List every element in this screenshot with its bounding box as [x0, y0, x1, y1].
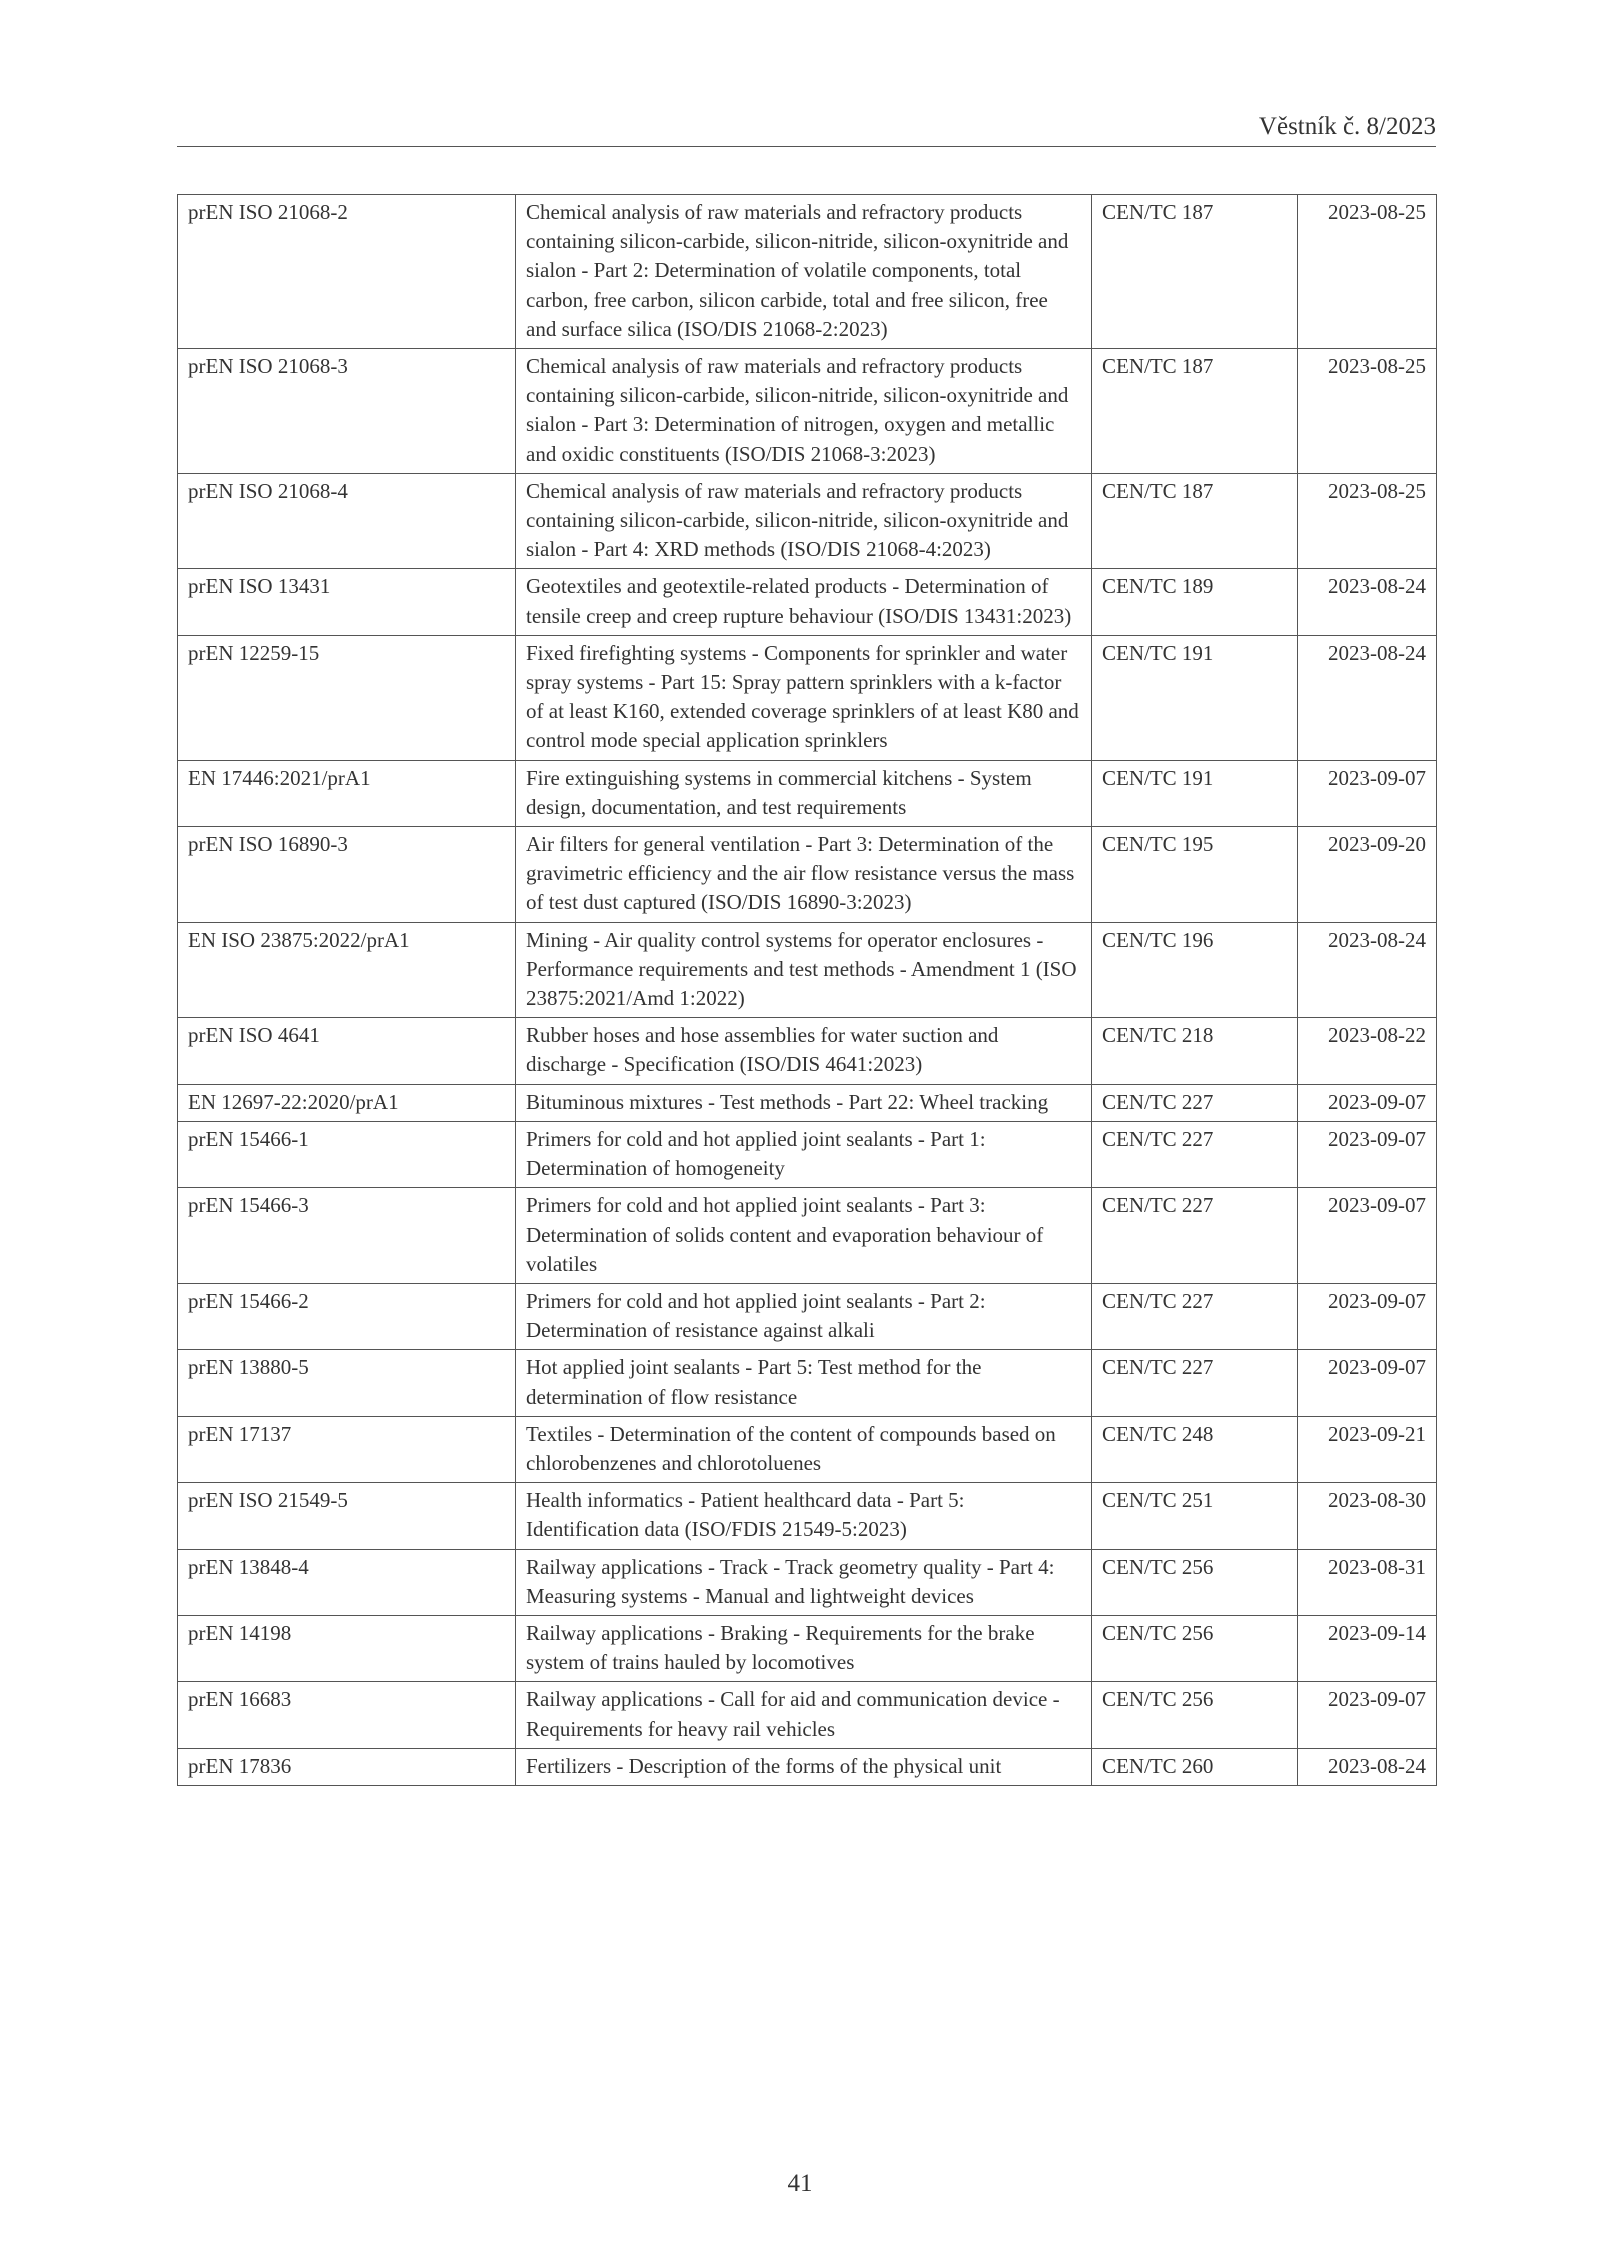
- standard-code-cell: prEN 13880-5: [178, 1350, 516, 1416]
- standards-table: [177, 194, 1437, 1786]
- standard-code-cell: prEN ISO 4641: [178, 1018, 516, 1084]
- deadline-date-cell: 2023-08-24: [1298, 1748, 1437, 1785]
- page-number: 41: [787, 2170, 813, 2197]
- table-row: [178, 1748, 1437, 1785]
- standard-title-cell: Railway applications - Braking - Requirements for the brake system of trains hauled by locomotives: [516, 1615, 1092, 1681]
- deadline-date-cell: 2023-08-24: [1298, 922, 1437, 1018]
- deadline-date-cell: 2023-09-07: [1298, 1084, 1437, 1121]
- standard-code-cell: prEN 15466-3: [178, 1188, 516, 1284]
- deadline-date-cell: 2023-08-24: [1298, 569, 1437, 635]
- standard-title-cell: Fixed firefighting systems - Components for sprinkler and water spray systems - Part 15: Spray pattern sprinklers with a k-factor of at least K160, extended coverage sprinklers of at least K80 and control mode special application sprinklers: [516, 635, 1092, 760]
- standards-table-body: [178, 195, 1437, 1786]
- standard-title-cell: Chemical analysis of raw materials and refractory products containing silicon-carbide, silicon-nitride, silicon-oxynitride and sialon - Part 3: Determination of nitrogen, oxygen and metallic and oxidic constituents (ISO/DIS 21068-3:2023): [516, 349, 1092, 474]
- standard-title-cell: Railway applications - Track - Track geometry quality - Part 4: Measuring systems - Manual and lightweight devices: [516, 1549, 1092, 1615]
- standard-code-cell: prEN 15466-2: [178, 1283, 516, 1349]
- standard-code-cell: EN 12697-22:2020/prA1: [178, 1084, 516, 1121]
- deadline-date-cell: 2023-08-30: [1298, 1483, 1437, 1549]
- standard-title-cell: Primers for cold and hot applied joint sealants - Part 2: Determination of resistance against alkali: [516, 1283, 1092, 1349]
- deadline-date-cell: 2023-08-24: [1298, 635, 1437, 760]
- committee-cell: CEN/TC 256: [1092, 1615, 1298, 1681]
- committee-cell: CEN/TC 260: [1092, 1748, 1298, 1785]
- standard-title-cell: Air filters for general ventilation - Part 3: Determination of the gravimetric efficiency and the air flow resistance versus the mass of test dust captured (ISO/DIS 16890-3:2023): [516, 827, 1092, 923]
- standard-code-cell: prEN ISO 21068-2: [178, 195, 516, 349]
- committee-cell: CEN/TC 248: [1092, 1416, 1298, 1482]
- committee-cell: CEN/TC 218: [1092, 1018, 1298, 1084]
- deadline-date-cell: 2023-09-21: [1298, 1416, 1437, 1482]
- standard-code-cell: prEN ISO 21068-4: [178, 473, 516, 569]
- committee-cell: CEN/TC 187: [1092, 349, 1298, 474]
- standard-code-cell: prEN ISO 16890-3: [178, 827, 516, 923]
- standard-title-cell: Fertilizers - Description of the forms of the physical unit: [516, 1748, 1092, 1785]
- committee-cell: CEN/TC 187: [1092, 473, 1298, 569]
- standard-title-cell: Hot applied joint sealants - Part 5: Test method for the determination of flow resistance: [516, 1350, 1092, 1416]
- table-row: [178, 1483, 1437, 1549]
- standard-title-cell: Geotextiles and geotextile-related products - Determination of tensile creep and creep rupture behaviour (ISO/DIS 13431:2023): [516, 569, 1092, 635]
- standard-title-cell: Bituminous mixtures - Test methods - Part 22: Wheel tracking: [516, 1084, 1092, 1121]
- deadline-date-cell: 2023-09-20: [1298, 827, 1437, 923]
- standard-title-cell: Fire extinguishing systems in commercial kitchens - System design, documentation, and test requirements: [516, 760, 1092, 826]
- deadline-date-cell: 2023-09-07: [1298, 1283, 1437, 1349]
- standard-code-cell: prEN 12259-15: [178, 635, 516, 760]
- standard-code-cell: prEN ISO 13431: [178, 569, 516, 635]
- committee-cell: CEN/TC 251: [1092, 1483, 1298, 1549]
- standard-code-cell: prEN 17836: [178, 1748, 516, 1785]
- page-header: [177, 112, 1436, 147]
- committee-cell: CEN/TC 256: [1092, 1549, 1298, 1615]
- table-row: [178, 1084, 1437, 1121]
- committee-cell: CEN/TC 227: [1092, 1084, 1298, 1121]
- standard-code-cell: prEN ISO 21068-3: [178, 349, 516, 474]
- table-row: [178, 569, 1437, 635]
- committee-cell: CEN/TC 256: [1092, 1682, 1298, 1748]
- committee-cell: CEN/TC 195: [1092, 827, 1298, 923]
- table-row: [178, 1549, 1437, 1615]
- deadline-date-cell: 2023-08-25: [1298, 349, 1437, 474]
- bulletin-title: Věstník č. 8/2023: [1258, 113, 1436, 140]
- standard-code-cell: prEN ISO 21549-5: [178, 1483, 516, 1549]
- table-row: [178, 827, 1437, 923]
- deadline-date-cell: 2023-08-25: [1298, 195, 1437, 349]
- table-row: [178, 1121, 1437, 1187]
- standard-code-cell: prEN 17137: [178, 1416, 516, 1482]
- standard-title-cell: Primers for cold and hot applied joint sealants - Part 1: Determination of homogeneity: [516, 1121, 1092, 1187]
- table-row: [178, 195, 1437, 349]
- deadline-date-cell: 2023-09-07: [1298, 760, 1437, 826]
- deadline-date-cell: 2023-09-07: [1298, 1188, 1437, 1284]
- deadline-date-cell: 2023-09-14: [1298, 1615, 1437, 1681]
- standard-code-cell: EN 17446:2021/prA1: [178, 760, 516, 826]
- table-row: [178, 1018, 1437, 1084]
- deadline-date-cell: 2023-09-07: [1298, 1350, 1437, 1416]
- standard-title-cell: Rubber hoses and hose assemblies for water suction and discharge - Specification (ISO/DIS 4641:2023): [516, 1018, 1092, 1084]
- committee-cell: CEN/TC 189: [1092, 569, 1298, 635]
- deadline-date-cell: 2023-08-22: [1298, 1018, 1437, 1084]
- standard-title-cell: Textiles - Determination of the content of compounds based on chlorobenzenes and chlorotoluenes: [516, 1416, 1092, 1482]
- committee-cell: CEN/TC 227: [1092, 1283, 1298, 1349]
- committee-cell: CEN/TC 196: [1092, 922, 1298, 1018]
- table-row: [178, 473, 1437, 569]
- standard-code-cell: prEN 14198: [178, 1615, 516, 1681]
- standard-title-cell: Health informatics - Patient healthcard data - Part 5: Identification data (ISO/FDIS 21549-5:2023): [516, 1483, 1092, 1549]
- standard-title-cell: Primers for cold and hot applied joint sealants - Part 3: Determination of solids content and evaporation behaviour of volatiles: [516, 1188, 1092, 1284]
- standard-code-cell: EN ISO 23875:2022/prA1: [178, 922, 516, 1018]
- committee-cell: CEN/TC 227: [1092, 1350, 1298, 1416]
- table-row: [178, 1682, 1437, 1748]
- committee-cell: CEN/TC 191: [1092, 760, 1298, 826]
- table-row: [178, 349, 1437, 474]
- standard-code-cell: prEN 16683: [178, 1682, 516, 1748]
- table-row: [178, 1188, 1437, 1284]
- table-row: [178, 635, 1437, 760]
- deadline-date-cell: 2023-08-25: [1298, 473, 1437, 569]
- deadline-date-cell: 2023-09-07: [1298, 1682, 1437, 1748]
- standard-title-cell: Chemical analysis of raw materials and refractory products containing silicon-carbide, silicon-nitride, silicon-oxynitride and sialon - Part 2: Determination of volatile components, total carbon, free carbon, silicon carbide, total and free silicon, free and surface silica (ISO/DIS 21068-2:2023): [516, 195, 1092, 349]
- table-row: [178, 922, 1437, 1018]
- deadline-date-cell: 2023-08-31: [1298, 1549, 1437, 1615]
- standard-title-cell: Mining - Air quality control systems for operator enclosures - Performance requirements and test methods - Amendment 1 (ISO 23875:2021/Amd 1:2022): [516, 922, 1092, 1018]
- standard-title-cell: Chemical analysis of raw materials and refractory products containing silicon-carbide, silicon-nitride, silicon-oxynitride and sialon - Part 4: XRD methods (ISO/DIS 21068-4:2023): [516, 473, 1092, 569]
- table-row: [178, 760, 1437, 826]
- table-row: [178, 1283, 1437, 1349]
- standard-code-cell: prEN 15466-1: [178, 1121, 516, 1187]
- committee-cell: CEN/TC 227: [1092, 1188, 1298, 1284]
- table-row: [178, 1615, 1437, 1681]
- committee-cell: CEN/TC 227: [1092, 1121, 1298, 1187]
- committee-cell: CEN/TC 187: [1092, 195, 1298, 349]
- standard-code-cell: prEN 13848-4: [178, 1549, 516, 1615]
- standard-title-cell: Railway applications - Call for aid and communication device - Requirements for heavy rail vehicles: [516, 1682, 1092, 1748]
- committee-cell: CEN/TC 191: [1092, 635, 1298, 760]
- table-row: [178, 1350, 1437, 1416]
- deadline-date-cell: 2023-09-07: [1298, 1121, 1437, 1187]
- table-row: [178, 1416, 1437, 1482]
